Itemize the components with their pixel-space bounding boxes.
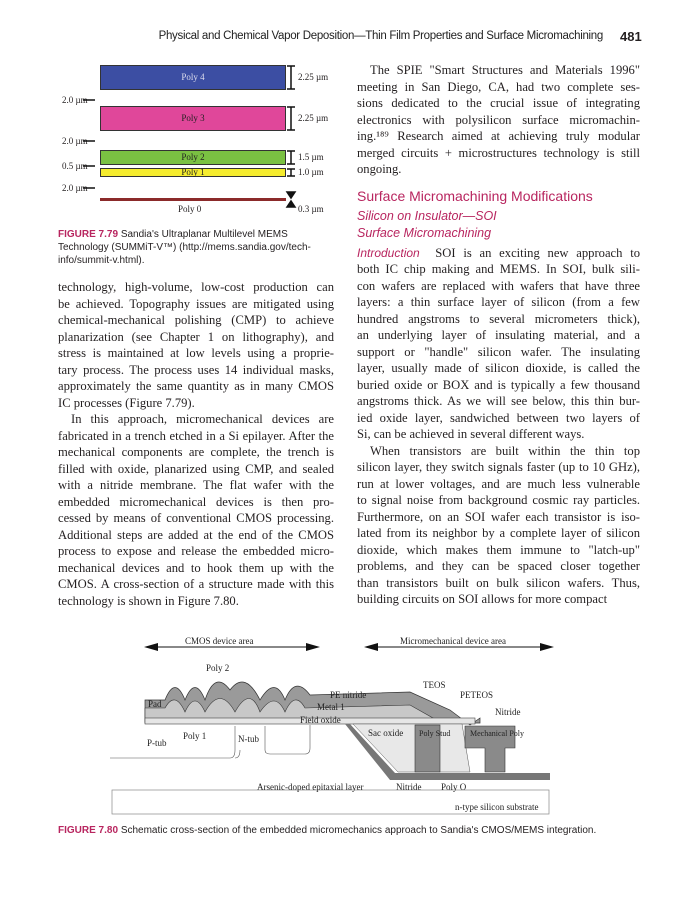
label-pe-nitride: PE nitride	[330, 690, 367, 700]
label-peteos: PETEOS	[460, 690, 494, 700]
layer-poly2: Poly 2	[100, 150, 286, 165]
intro-paragraph	[357, 62, 640, 178]
text-line: dioxide, which makes them immune to "latch-up"	[357, 542, 640, 557]
text-line: technology, high-volume, low-cost production can	[58, 280, 334, 294]
text-line: mechanical components are complete, the trench is	[58, 445, 334, 459]
label-epitaxial-layer: Arsenic-doped epitaxial layer	[257, 782, 364, 792]
text-line: merged circuits + microstructures technology is still	[357, 145, 640, 160]
soi-paragraph-1	[357, 245, 640, 443]
text-line: run at lower voltages, and are much less vulnerable	[357, 476, 640, 491]
soi-paragraph-2	[357, 443, 640, 608]
figure-7-80-diagram	[110, 630, 570, 815]
text-line: approximately the same quantity as in many CMOS	[58, 379, 334, 393]
label-mems-area: Micromechanical device area	[400, 636, 506, 646]
text-line: an underlying layer of insulating material, and a	[357, 328, 640, 342]
gap-label: 2.0 µm	[62, 183, 88, 193]
text-line: hundred angstroms to several micrometers thick),	[357, 311, 640, 326]
gap-label: 0.5 µm	[62, 161, 88, 171]
label-substrate: n-type silicon substrate	[455, 802, 539, 812]
layer-label-poly0: Poly 0	[178, 204, 202, 214]
text-line: Si, can be achieved in several different ways.	[357, 427, 585, 441]
text-line: When transistors are built within the thin top	[370, 443, 640, 458]
label-nitride-bottom: Nitride	[396, 782, 422, 792]
text-line: ongoing.	[357, 162, 402, 176]
label-teos: TEOS	[423, 680, 446, 690]
text-line: SOI is an exciting new approach to	[435, 245, 641, 260]
text-line: building circuits on SOI allows for more compact	[357, 592, 608, 606]
dimension-arrows	[0, 0, 340, 230]
text-line: technology is shown in Figure 7.80.	[58, 593, 239, 608]
label-mechanical-poly: Mechanical Poly	[470, 729, 524, 738]
gap-label: 2.0 µm	[62, 95, 88, 105]
label-sac-oxide: Sac oxide	[368, 728, 404, 738]
text-line: CMOS. A cross-section of a structure made with this	[58, 577, 334, 591]
thickness-poly4: 2.25 µm	[298, 72, 329, 82]
paragraph	[58, 279, 334, 411]
text-line: con wafers are replaced with wafers that have three	[357, 278, 640, 293]
text-line: lated from its neighbor by a complete layer of silicon	[357, 526, 640, 540]
text-line: than transistors built on bulk silicon wafers. Thus,	[357, 575, 640, 590]
text-line: ied oxide layer, sandwiched between two layers of	[357, 410, 640, 425]
thickness-poly2: 1.5 µm	[298, 152, 324, 162]
text-line: cessed by means of conventional CMOS processing.	[58, 511, 334, 525]
text-line: electronics with polysilicon surface micromachin-	[357, 112, 640, 127]
caption-line: info/summit-v.html).	[58, 255, 145, 266]
label-poly2: Poly 2	[206, 663, 230, 673]
text-line: filled with oxide, planarized using CMP, and sealed	[58, 461, 334, 476]
gap-label: 2.0 µm	[62, 136, 88, 146]
text-line: Additional steps are added at the end of the CMOS	[58, 527, 334, 542]
label-metal1: Metal 1	[317, 702, 345, 712]
label-cmos-area: CMOS device area	[185, 636, 254, 646]
text-line: layer, usually made of silicon dioxide, is called the	[357, 361, 640, 375]
subsection-heading: Silicon on Insulator—SOI	[357, 208, 497, 223]
caption-line: Sandia's Ultraplanar Multilevel MEMS	[120, 229, 288, 240]
figure-7-80-caption	[58, 824, 658, 837]
text-line: to signal noise from background cosmic ray particles.	[357, 493, 640, 507]
text-line: buried oxide or BOX and is typically a few thousand	[357, 377, 640, 392]
label-ntub: N-tub	[238, 734, 259, 744]
subsection-heading: Surface Micromachining	[357, 225, 492, 240]
text-line: chemical-mechanical polishing (CMP) to achieve	[58, 313, 334, 327]
text-line: process to expose and release the embedded micro-	[58, 544, 334, 558]
label-poly0: Poly O	[441, 782, 467, 792]
left-column-text	[58, 279, 334, 609]
right-column	[357, 62, 640, 608]
text-line: with a nitride membrane. The flat wafer with the	[58, 478, 334, 492]
layer-poly3: Poly 3	[100, 106, 286, 131]
running-header: Physical and Chemical Vapor Deposition—Thin Film Properties and Surface Micromachining	[158, 30, 603, 42]
text-line: sions dedicated to the crucial issue of integrating	[357, 96, 640, 110]
text-line: silicon layer, they switch signals faster (up to 10 GHz),	[357, 460, 640, 474]
run-in-heading: Introduction	[357, 245, 420, 260]
thickness-poly0: 0.3 µm	[298, 204, 324, 214]
text-line: angstroms thick. As we will see below, this thin bur-	[357, 394, 640, 408]
text-line: mechanical devices and to hook them up with the	[58, 560, 334, 575]
text-line: both IC chip making and MEMS. In SOI, bulk sili-	[357, 262, 640, 276]
text-line: embedded micromechanical devices is then pro-	[58, 494, 334, 509]
caption-line: Technology (SUMMiT-V™) (http://mems.sandia.gov/tech-	[58, 242, 311, 253]
text-line: problems, and they can be spaced closer together	[357, 559, 640, 573]
label-ptub: P-tub	[147, 738, 167, 748]
caption-label: FIGURE 7.80	[58, 825, 119, 836]
text-line: stress is maintained at low levels using a proprie-	[58, 346, 334, 360]
label-pad: Pad	[148, 699, 162, 709]
text-line: be achieved. Topography issues are mitigated using	[58, 296, 334, 311]
text-line: Furthermore, on an SOI wafer each transistor is iso-	[357, 509, 640, 524]
caption-text: Schematic cross-section of the embedded micromechanics approach to Sandia's CMOS/MEMS integration.	[120, 825, 597, 836]
layer-poly1: Poly 1	[100, 168, 286, 177]
paragraph	[58, 411, 334, 609]
section-heading: Surface Micromachining Modifications	[357, 187, 593, 204]
caption-label: FIGURE 7.79	[58, 229, 119, 240]
figure-7-79-caption	[58, 228, 338, 267]
text-line: IC processes (Figure 7.79).	[58, 395, 195, 410]
text-line: fabricated in a trench etched in a Si epilayer. After the	[58, 428, 334, 443]
layer-poly4: Poly 4	[100, 65, 286, 90]
label-poly1: Poly 1	[183, 731, 207, 741]
text-line: In this approach, micromechanical devices are	[71, 412, 334, 426]
thickness-poly3: 2.25 µm	[298, 113, 329, 123]
page-number: 481	[620, 29, 642, 44]
text-line: ing.¹⁸⁹ Research aimed at achieving truly modular	[357, 129, 640, 143]
label-poly-stud: Poly Stud	[419, 729, 451, 738]
text-line: The SPIE "Smart Structures and Materials 1996"	[370, 63, 640, 77]
text-line: tary process. The process uses 14 individual masks,	[58, 362, 334, 377]
text-line: layers: a thin surface layer of silicon (from a few	[357, 295, 640, 309]
text-line: meeting in San Diego, CA, had two complete ses-	[357, 79, 640, 94]
thickness-poly1: 1.0 µm	[298, 167, 324, 177]
text-line: planarization (see Chapter 1 on lithography), and	[58, 329, 334, 344]
text-line: support or "handle" silicon wafer. The insulating	[357, 344, 640, 359]
label-field-oxide: Field oxide	[300, 715, 341, 725]
label-nitride-top: Nitride	[495, 707, 521, 717]
